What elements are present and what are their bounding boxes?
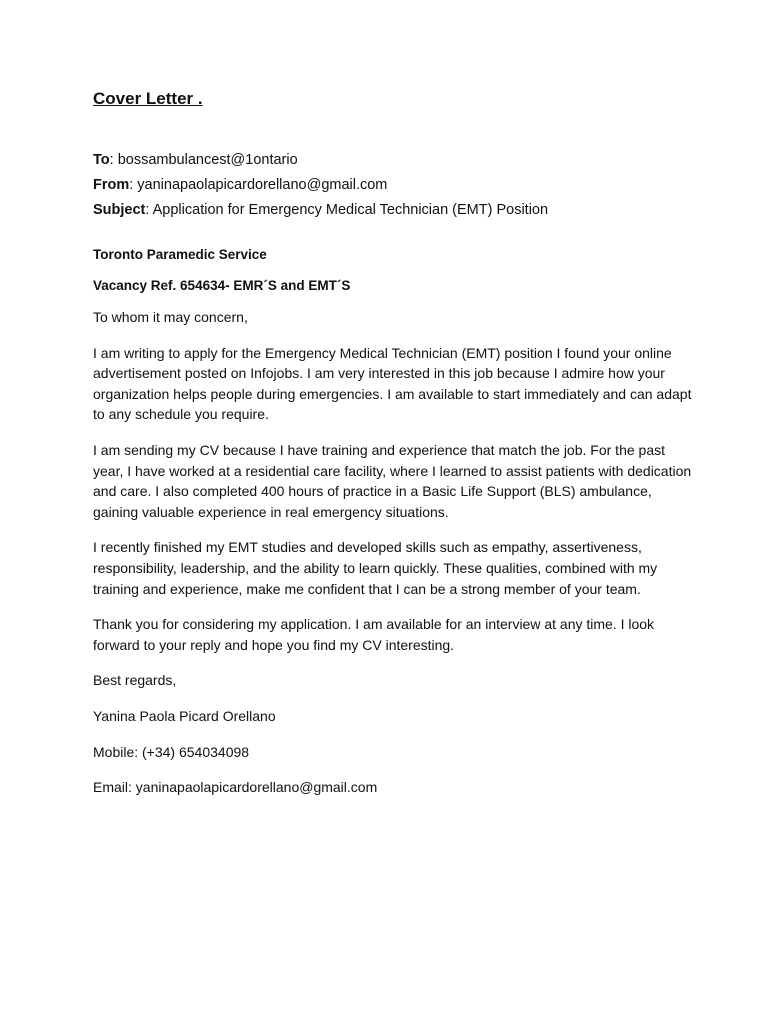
letter-page (93, 88, 693, 813)
mobile-contact: Mobile: (+34) 654034098 (93, 743, 250, 760)
subject-value: : Application for Emergency Medical Technician (EMT) Position (145, 202, 549, 218)
letter-headers (93, 148, 693, 223)
letter-title: Cover Letter . (93, 89, 203, 108)
to-line (93, 148, 693, 173)
from-label: From (93, 177, 130, 193)
body-paragraph: I am sending my CV because I have training and experience that match the job. For the past year, I have worked at a residential care facility, where I learned to assist patients with dedication and care. I also completed 400 hours of practice in a Basic Life Support (BLS) ambulance, gaining valuable experience in real emergency situations. (93, 441, 692, 520)
salutation: To whom it may concern, (93, 309, 248, 325)
to-value: : bossambulancest@1ontario (109, 152, 298, 168)
organization-name: Toronto Paramedic Service (93, 247, 267, 262)
closing: Best regards, (93, 672, 177, 689)
email-contact: Email: yaninapaolapicardorellano@gmail.com (93, 779, 378, 796)
body-paragraph: I am writing to apply for the Emergency Medical Technician (EMT) position I found your online advertisement posted on Infojobs. I am very interested in this job because I admire how your organization helps people during emergencies. I am available to start immediately and can adapt to any schedule you require. (93, 344, 692, 423)
subject-line (93, 198, 693, 223)
body-paragraph: I recently finished my EMT studies and developed skills such as empathy, assertiveness, responsibility, leadership, and the ability to learn quickly. These qualities, combined with my training and experience, make me confident that I can be a strong member of your team. (93, 539, 658, 597)
body-paragraph: Thank you for considering my application. I am available for an interview at any time. I look forward to your reply and hope you find my CV interesting. (93, 616, 655, 653)
subject-label: Subject (93, 202, 146, 218)
to-label: To (93, 152, 110, 168)
vacancy-reference: Vacancy Ref. 654634- EMR´S and EMT´S (93, 278, 351, 293)
from-value: : yaninapaolapicardorellano@gmail.com (129, 177, 388, 193)
from-line (93, 173, 693, 198)
signature-name: Yanina Paola Picard Orellano (93, 707, 276, 724)
